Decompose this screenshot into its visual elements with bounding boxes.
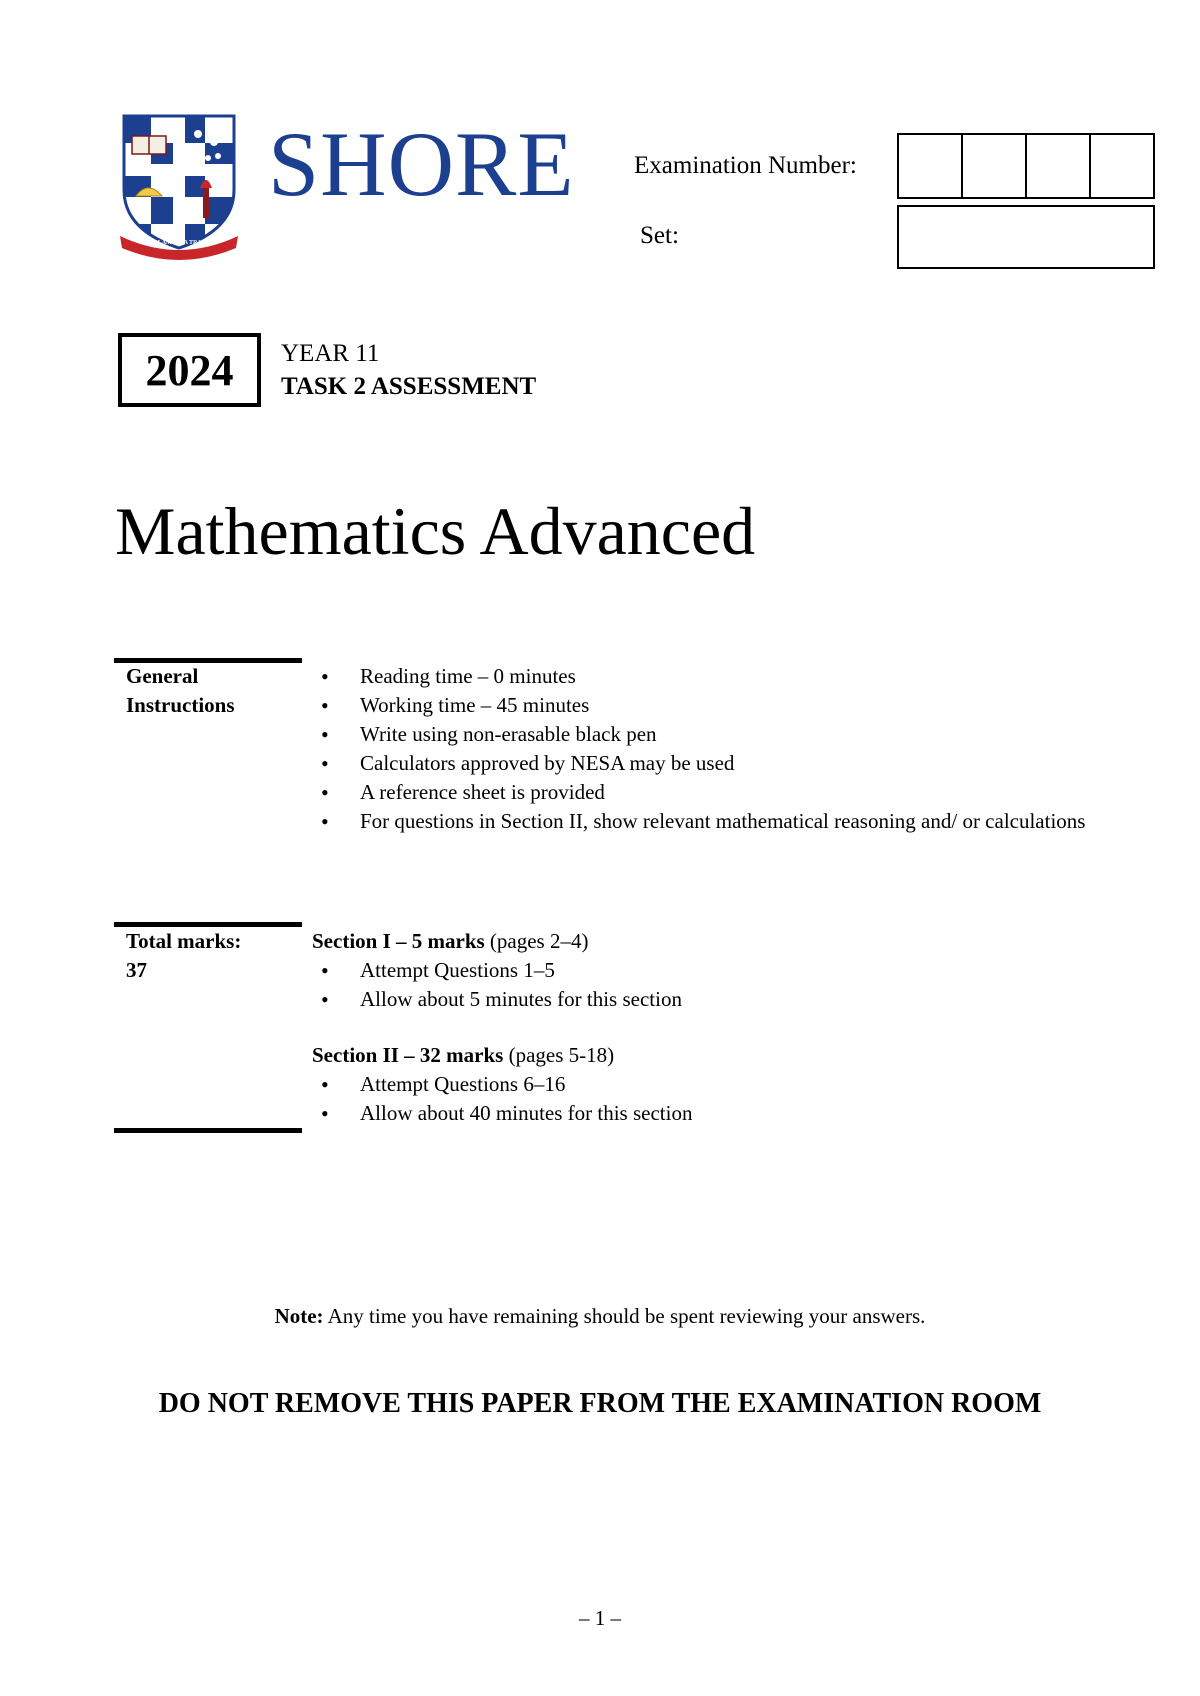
list-item: • Write using non-erasable black pen [312, 720, 1092, 749]
general-instructions-label [126, 662, 296, 720]
school-name: SHORE [268, 113, 575, 215]
list-item: • Attempt Questions 1–5 [312, 956, 1092, 985]
section-pages: (pages 2–4) [484, 929, 589, 953]
section-heading-bold: Section II – 32 marks [312, 1043, 504, 1067]
section-pages: (pages 5-18) [503, 1043, 615, 1067]
divider [114, 1128, 302, 1133]
set-box[interactable] [897, 205, 1155, 269]
exam-number-label: Examination Number: [634, 152, 857, 179]
page-number: – 1 – [579, 1606, 621, 1630]
section-list [312, 956, 1092, 1014]
total-marks-value: 37 [126, 958, 147, 982]
note-label: Note: [274, 1304, 324, 1328]
label-line: Instructions [126, 693, 235, 717]
exam-number-digit-box[interactable] [1089, 135, 1153, 197]
sections-summary [312, 927, 1092, 1128]
exam-number-digit-box[interactable] [1025, 135, 1089, 197]
warning-banner: DO NOT REMOVE THIS PAPER FROM THE EXAMINATION ROOM [158, 1388, 1042, 1419]
list-item: • Working time – 45 minutes [312, 691, 1092, 720]
list-item: • A reference sheet is provided [312, 778, 1092, 807]
label-line: Total marks: [126, 929, 242, 953]
exam-number-boxes[interactable] [897, 133, 1155, 199]
total-marks-label [126, 927, 296, 985]
label-line: General [126, 664, 199, 688]
list-item: • Attempt Questions 6–16 [312, 1070, 1092, 1099]
page-title: Mathematics Advanced [115, 493, 756, 569]
list-item: • For questions in Section II, show relevant mathematical reasoning and/ or calculations [312, 807, 1092, 836]
list-item: • Reading time – 0 minutes [312, 662, 1092, 691]
section-heading-bold: Section I – 5 marks [312, 929, 485, 953]
exam-number-digit-box[interactable] [961, 135, 1025, 197]
section-heading [312, 1041, 1092, 1070]
year-level: YEAR 11 [281, 340, 380, 367]
section-list [312, 1070, 1092, 1128]
list-item: • Allow about 5 minutes for this section [312, 985, 1092, 1014]
exam-number-digit-box[interactable] [899, 135, 961, 197]
crest-motto: VITAI LAMPADA TRADUNT [139, 240, 219, 246]
set-label: Set: [640, 222, 679, 249]
general-instructions-list [312, 662, 1092, 836]
list-item: • Allow about 40 minutes for this section [312, 1099, 1092, 1128]
note-text: Any time you have remaining should be spent reviewing your answers. [323, 1304, 926, 1328]
year-box: 2024 [118, 333, 261, 407]
task-title: TASK 2 ASSESSMENT [281, 373, 537, 400]
list-item: • Calculators approved by NESA may be used [312, 749, 1092, 778]
note [0, 1304, 1200, 1329]
section-heading [312, 927, 1092, 956]
